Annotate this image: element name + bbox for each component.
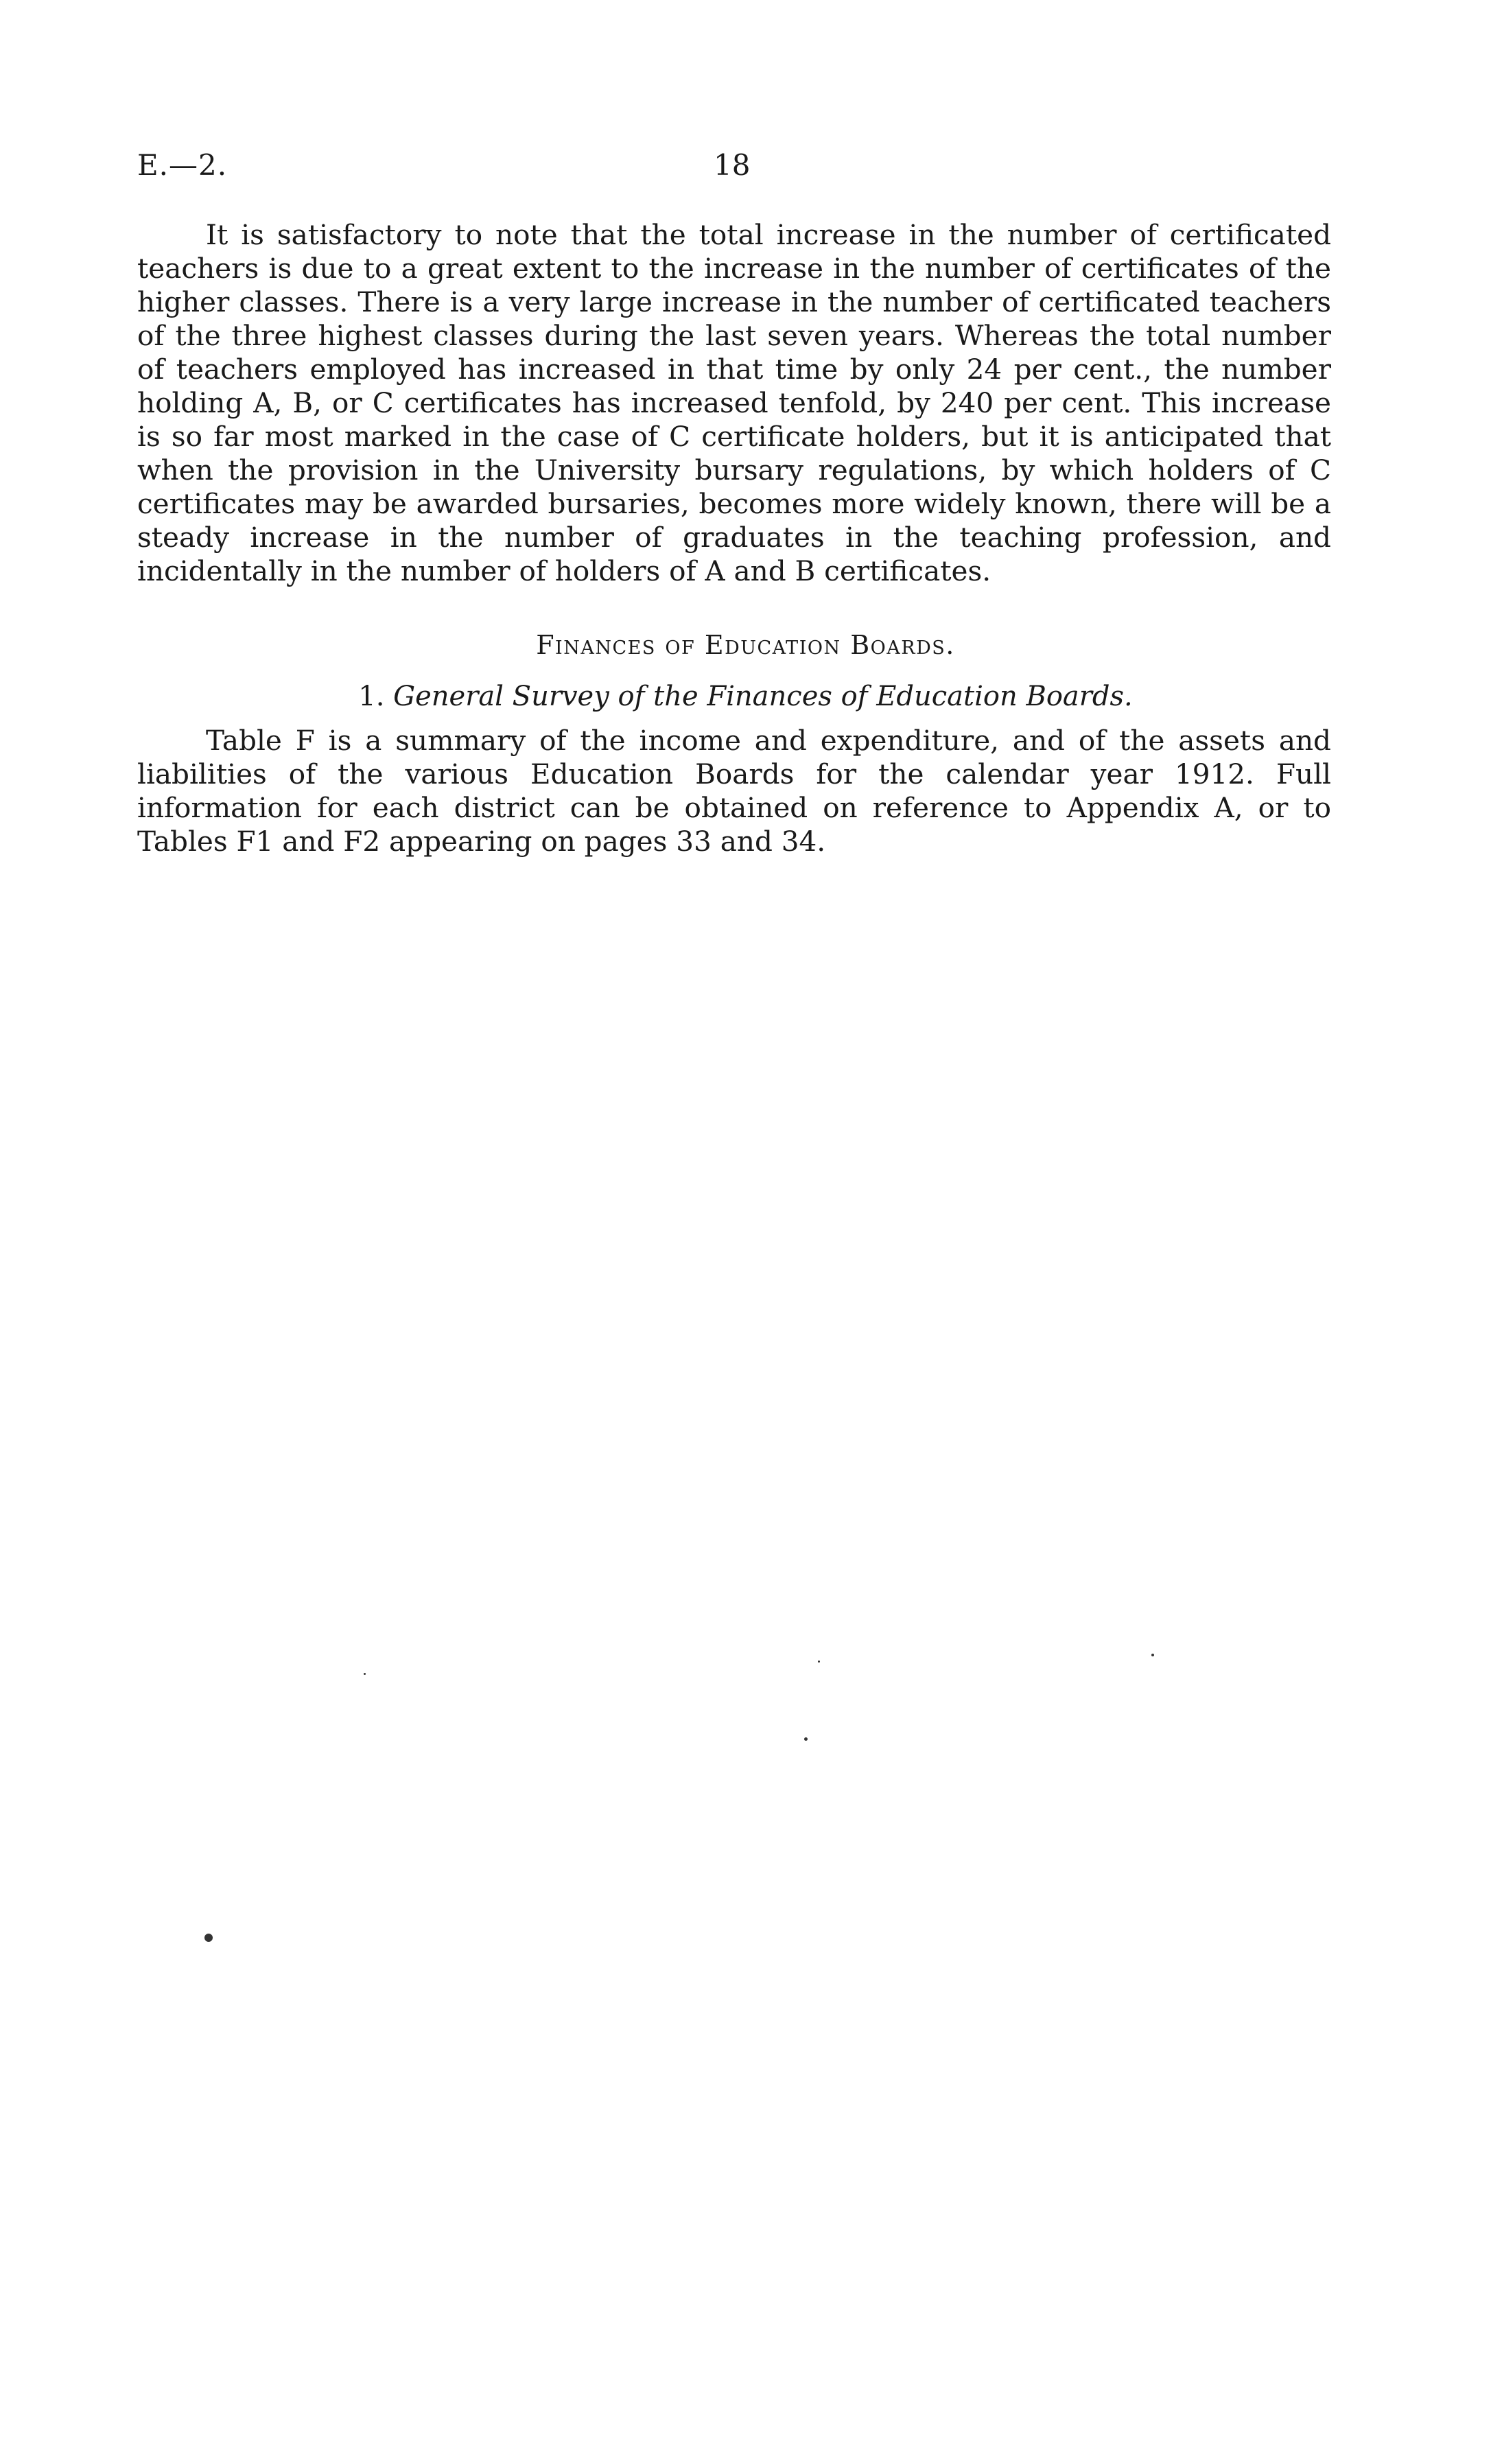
subsection-title: General Survey of the Finances of Education Boards. bbox=[393, 681, 1133, 712]
subsection-number: 1. bbox=[358, 681, 385, 712]
scan-speck bbox=[1151, 1654, 1154, 1656]
page-reference: E.—2. bbox=[137, 148, 228, 182]
scan-speck bbox=[804, 1737, 808, 1741]
page-number: 18 bbox=[714, 148, 751, 182]
paragraph-certificated-teachers: It is satisfactory to note that the total increase in the number of certificated teachers is due to a great extent to the increase in the number of certificates of the higher classes. There is a very large increase in the number of certificated teachers of the three highest classes during the last seven years. Whereas the total number of teachers employed has increased in that time by only 24 per cent., the number holding A, B, or C certificates has increased tenfold, by 240 per cent. This increase is so far most marked in the case of C certificate holders, but it is anticipated that when the provision in the University bursary regulations, by which holders of C certificates may be awarded bursaries, becomes more widely known, there will be a steady increase in the number of graduates in the teaching profession, and incidentally in the number of holders of A and B certificates. bbox=[137, 218, 1331, 587]
scan-speck bbox=[818, 1661, 820, 1663]
scan-speck bbox=[364, 1673, 366, 1675]
paragraph-table-f-summary: Table F is a summary of the income and expenditure, and of the assets and liabilities of the various Education Boards for the calendar year 1912. Full information for each district can be obtained on reference to Appendix A, or to Tables F1 and F2 appearing on pages 33 and 34. bbox=[137, 724, 1331, 858]
scan-speck bbox=[204, 1934, 213, 1942]
section-heading: Finances of Education Boards. bbox=[536, 630, 955, 660]
subsection-heading bbox=[0, 681, 1491, 712]
